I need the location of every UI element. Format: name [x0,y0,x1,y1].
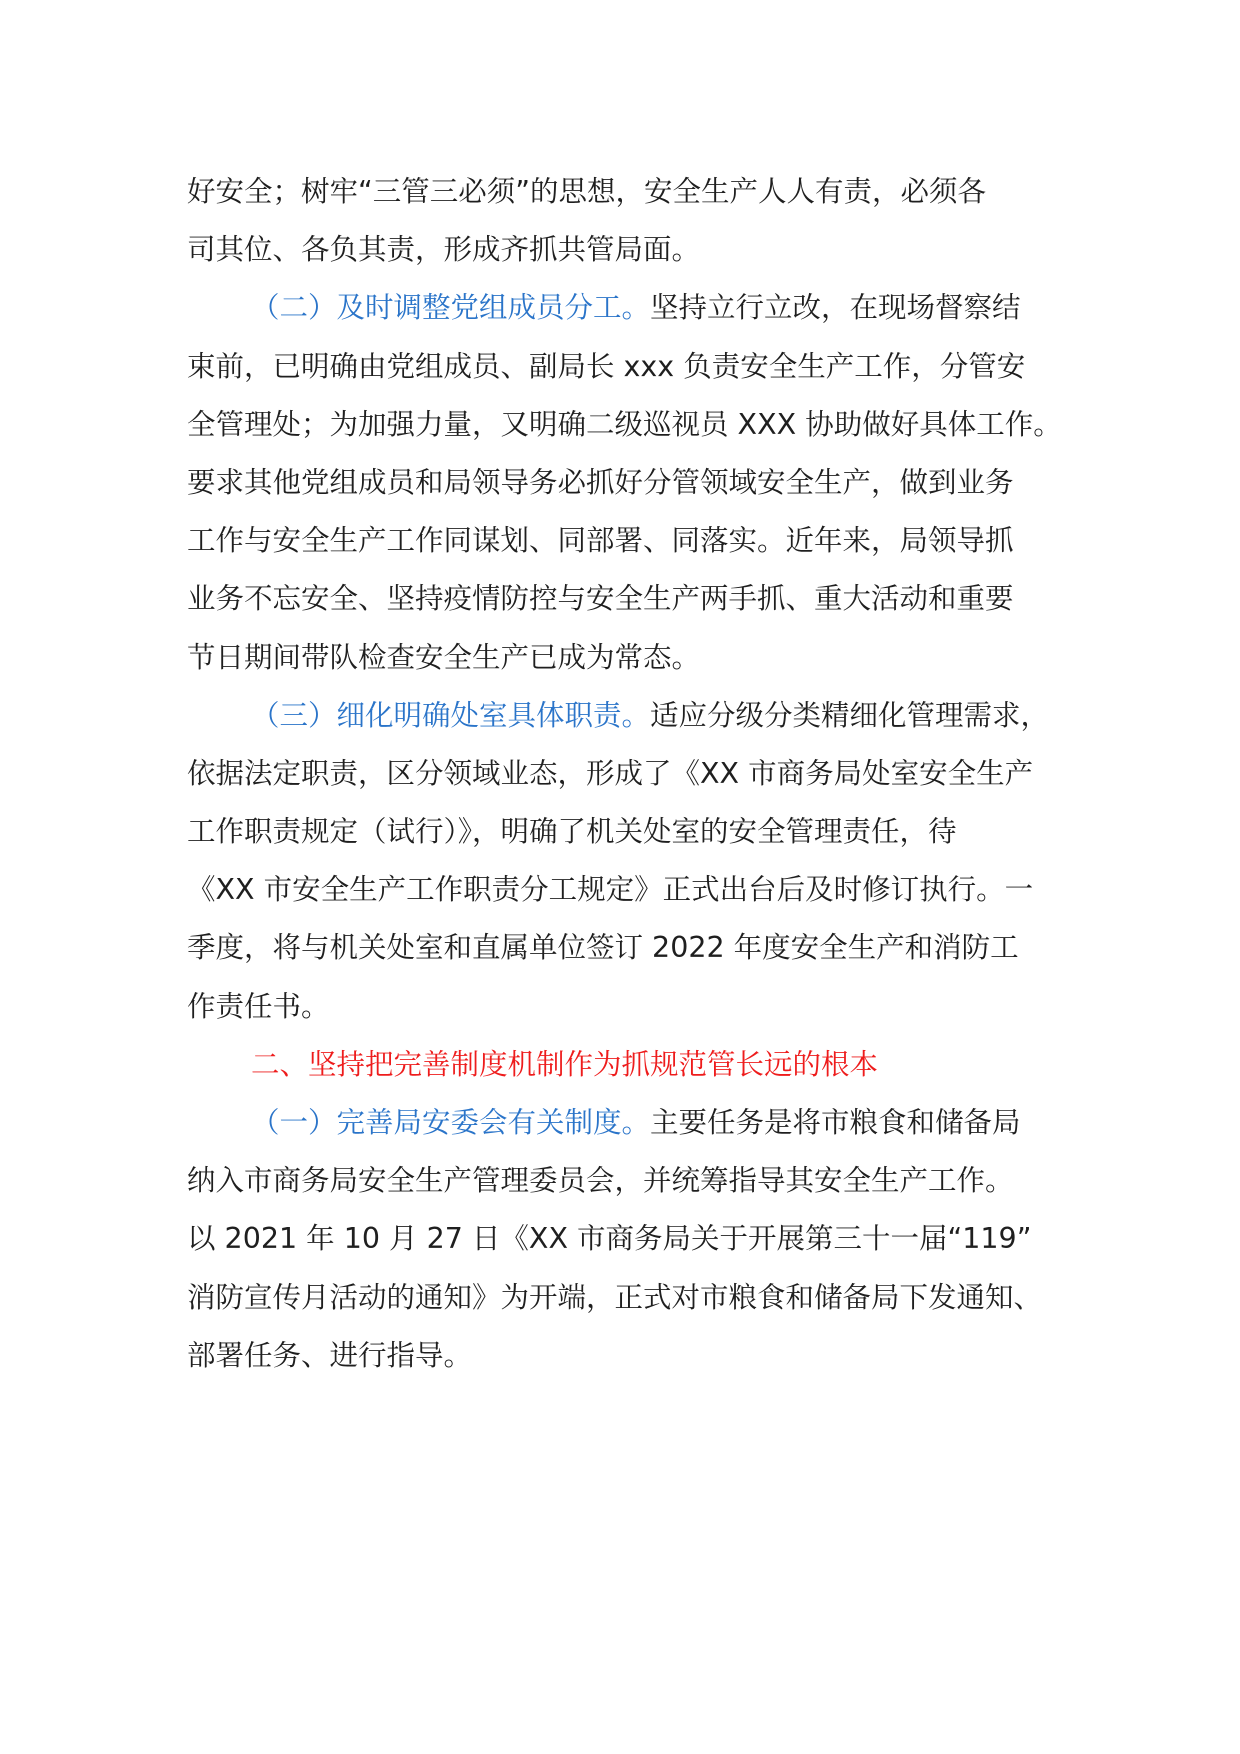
subsection-heading: （二）及时调整党组成员分工。 [251,291,651,325]
paragraph-line: 纳入市商务局安全生产管理委员会，并统筹指导其安全生产工作。 [187,1164,1014,1198]
paragraph-line: 季度，将与机关处室和直属单位签订 2022 年度安全生产和消防工 [187,931,1019,965]
paragraph-line: 作责任书。 [187,989,330,1023]
paragraph-text: 主要任务是将市粮食和储备局 [650,1106,1021,1139]
paragraph-line: 工作职责规定（试行）》，明确了机关处室的安全管理责任，待 [187,815,957,849]
subsection-line [187,279,1067,337]
paragraph-line: 业务不忘安全、坚持疫情防控与安全生产两手抓、重大活动和重要 [187,582,1014,616]
paragraph-line: 好安全；树牢“三管三必须”的思想，安全生产人人有责，必须各 [187,175,987,208]
paragraph-line: 依据法定职责，区分领域业态，形成了《XX 市商务局处室安全生产 [187,756,1034,790]
paragraph-line: 消防宣传月活动的通知》为开端，正式对市粮食和储备局下发通知、 [187,1280,1043,1314]
document-body [187,163,1067,1385]
paragraph-line: 节日期间带队检查安全生产已成为常态。 [187,640,701,674]
subsection-heading: （三）细化明确处室具体职责。 [251,698,651,732]
paragraph-line: 束前，已明确由党组成员、副局长 xxx 负责安全生产工作，分管安 [187,349,1026,383]
paragraph-text: 坚持立行立改，在现场督察结 [650,291,1021,325]
subsection-heading: （一）完善局安委会有关制度。 [251,1106,651,1139]
paragraph-text: 适应分级分类精细化管理需求， [650,698,1050,732]
paragraph-line: 部署任务、进行指导。 [187,1338,473,1372]
subsection-line [187,1094,1067,1152]
paragraph-line: 全管理处；为加强力量，又明确二级巡视员 XXX 协助做好具体工作。 [187,407,1062,441]
paragraph-line: 司其位、各负其责，形成齐抓共管局面。 [187,233,701,267]
subsection-line [187,687,1067,745]
paragraph-line: 工作与安全生产工作同谋划、同部署、同落实。近年来，局领导抓 [187,524,1014,558]
paragraph-line: 以 2021 年 10 月 27 日《XX 市商务局关于开展第三十一届“119” [187,1222,1032,1256]
paragraph-line: 《XX 市安全生产工作职责分工规定》正式出台后及时修订执行。一 [187,873,1034,907]
paragraph-line: 要求其他党组成员和局领导务必抓好分管领域安全生产，做到业务 [187,465,1014,499]
section-heading: 二、坚持把完善制度机制作为抓规范管长远的根本 [251,1047,879,1081]
